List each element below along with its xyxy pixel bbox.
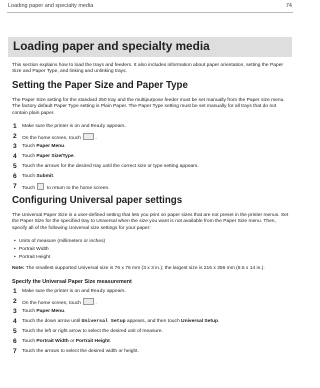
- section1-paragraph: The Paper Size setting for the standard 250 tray and the multipurpose feeder must be set manually from the Paper size menu. The factory default Paper Type setting is Plain Paper. The Paper Type setting must be set manually for all trays that do not contain plain paper.: [12, 98, 285, 116]
- intro-paragraph: This section explains how to load the trays and feeders. It also includes information about paper orientation, setting the Paper Size and Paper Type, and linking and unlinking trays.: [12, 63, 284, 75]
- section2-paragraph: The Universal Paper Size is a user-defined setting that lets you print on paper sizes that are not preset in the printer menus. Set the Paper Size for the specified tray to Universal when the size you want is not available from the Paper Size menu. Then, specify all of the following Universal size settings for your paper:: [12, 213, 289, 231]
- subsection-heading: Specify the Universal Paper Size measurement: [12, 279, 132, 285]
- section-heading-paper-size-type: Setting the Paper Size and Paper Type: [12, 80, 188, 91]
- menu-icon: [83, 298, 94, 305]
- header-section-title: Loading paper and specialty media: [8, 3, 94, 9]
- section-heading-universal: Configuring Universal paper settings: [12, 195, 183, 206]
- menu-icon: [83, 133, 94, 140]
- running-header: [7, 3, 293, 13]
- page-number: 74: [285, 3, 292, 9]
- home-icon: [37, 183, 44, 190]
- page-title: Loading paper and specialty media: [13, 39, 210, 53]
- page-title-bar: [8, 37, 292, 57]
- note-paragraph: Note: The smallest supported Universal size is 76 x 76 mm (3 x 3 in.); the largest size is 216 x 356 mm (8.5 x 14 in.).: [12, 266, 265, 271]
